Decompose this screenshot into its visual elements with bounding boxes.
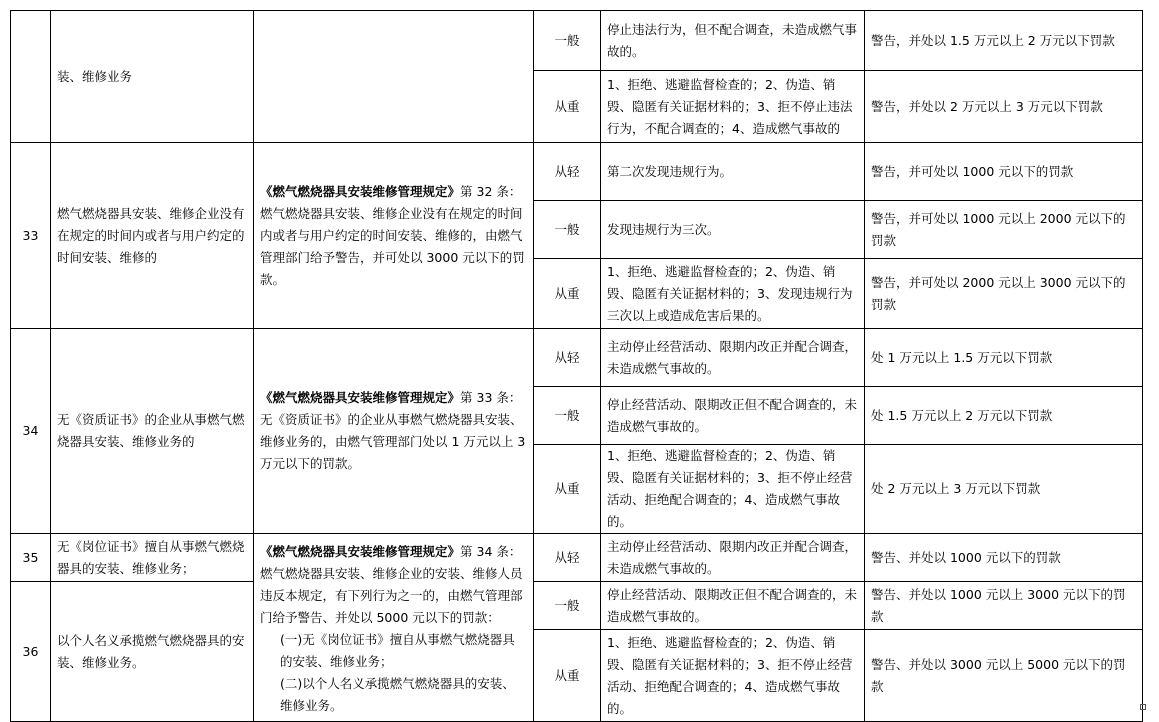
discretion-level: 一般 [534,11,601,71]
penalty-cell: 警告，并可处以 2000 元以上 3000 元以下的罚款 [865,259,1143,329]
article-item: (二)以个人名义承揽燃气燃烧器具的安装、维修业务。 [280,675,515,713]
discretion-level: 一般 [534,201,601,259]
discretion-level: 从重 [534,71,601,143]
table-row [11,329,1143,387]
penalty-cell: 处 1.5 万元以上 2 万元以下罚款 [865,387,1143,445]
circumstance-cell: 1、拒绝、逃避监督检查的；2、伪造、销毁、隐匿有关证据材料的；3、拒不停止经营活动、拒绝配合调查的；4、造成燃气事故的。 [601,630,865,722]
legal-basis-cell [254,11,534,143]
table-row [11,582,1143,630]
circumstance-cell: 停止违法行为，但不配合调查，未造成燃气事故的。 [601,11,865,71]
circumstance-cell: 1、拒绝、逃避监督检查的；2、伪造、销毁、隐匿有关证据材料的；3、拒不停止经营活动、拒绝配合调查的；4、造成燃气事故的。 [601,445,865,534]
item-number-cell: 35 [11,534,51,582]
article-number: 第 34 条： [460,543,522,559]
item-number-cell: 36 [11,582,51,722]
item-number-cell: 33 [11,143,51,329]
article-text: 无《资质证书》的企业从事燃气燃烧器具安装、维修业务的，由燃气管理部门处以 1 万元以上 3 万元以下的罚款。 [260,412,526,471]
violation-behavior-cell: 无《资质证书》的企业从事燃气燃烧器具安装、维修业务的 [51,329,254,534]
penalty-cell: 警告，并可处以 1000 元以下的罚款 [865,143,1143,201]
discretion-level: 从轻 [534,143,601,201]
circumstance-cell: 停止经营活动、限期改正但不配合调查的，未造成燃气事故的。 [601,387,865,445]
legal-basis-cell [254,143,534,329]
penalty-cell: 警告、并处以 1000 元以上 3000 元以下的罚款 [865,582,1143,630]
article-text: 燃气燃烧器具安装、维修企业的安装、维修人员违反本规定，有下列行为之一的，由燃气管理部门给予警告、并处以 5000 元以下的罚款： [260,565,523,625]
regulation-title: 《燃气燃烧器具安装维修管理规定》 [260,390,461,405]
legal-basis-cell [254,534,534,722]
item-number-cell [11,11,51,143]
table-row [11,534,1143,582]
legal-basis-cell [254,329,534,534]
regulation-title: 《燃气燃烧器具安装维修管理规定》 [260,183,461,199]
violation-behavior-cell: 以个人名义承揽燃气燃烧器具的安装、维修业务。 [51,582,254,722]
circumstance-cell: 1、拒绝、逃避监督检查的；2、伪造、销毁、隐匿有关证据材料的；3、发现违规行为三次以上或造成危害后果的。 [601,259,865,329]
circumstance-cell: 第二次发现违规行为。 [601,143,865,201]
article-text: 燃气燃烧器具安装、维修企业没有在规定的时间内或者与用户约定的时间安装、维修的，由燃气管理部门给予警告，并可处以 3000 元以下的罚款。 [260,205,525,287]
discretion-level: 从轻 [534,534,601,582]
item-number-cell: 34 [11,329,51,534]
penalty-cell: 警告，并可处以 1000 元以上 2000 元以下的罚款 [865,201,1143,259]
article-number: 第 32 条： [460,183,522,199]
circumstance-cell: 发现违规行为三次。 [601,201,865,259]
table-row [11,143,1143,201]
discretion-level: 一般 [534,582,601,630]
violation-behavior-cell: 燃气燃烧器具安装、维修企业没有在规定的时间内或者与用户约定的时间安装、维修的 [51,143,254,329]
table-row [11,11,1143,71]
discretion-level: 从轻 [534,329,601,387]
penalty-cell: 警告、并处以 1000 元以下的罚款 [865,534,1143,582]
discretion-level: 一般 [534,387,601,445]
penalty-table [10,10,1143,722]
discretion-level: 从重 [534,259,601,329]
circumstance-cell: 1、拒绝、逃避监督检查的；2、伪造、销毁、隐匿有关证据材料的；3、拒不停止违法行为，不配合调查的；4、造成燃气事故的 [601,71,865,143]
discretion-level: 从重 [534,445,601,534]
circumstance-cell: 主动停止经营活动、限期内改正并配合调查，未造成燃气事故的。 [601,534,865,582]
regulation-title: 《燃气燃烧器具安装维修管理规定》 [260,543,461,559]
violation-behavior-cell: 无《岗位证书》擅自从事燃气燃烧器具的安装、维修业务； [51,534,254,582]
discretion-level: 从重 [534,630,601,722]
penalty-cell: 处 1 万元以上 1.5 万元以下罚款 [865,329,1143,387]
page-corner-marker [1140,704,1146,710]
article-item: (一)无《岗位证书》擅自从事燃气燃烧器具的安装、维修业务； [280,631,515,669]
penalty-cell: 警告、并处以 3000 元以上 5000 元以下的罚款 [865,630,1143,722]
article-number: 第 33 条： [460,390,522,405]
penalty-cell: 处 2 万元以上 3 万元以下罚款 [865,445,1143,534]
violation-behavior-cell: 装、维修业务 [51,11,254,143]
circumstance-cell: 停止经营活动、限期改正但不配合调查的，未造成燃气事故的。 [601,582,865,630]
circumstance-cell: 主动停止经营活动、限期内改正并配合调查，未造成燃气事故的。 [601,329,865,387]
penalty-cell: 警告，并处以 1.5 万元以上 2 万元以下罚款 [865,11,1143,71]
penalty-cell: 警告，并处以 2 万元以上 3 万元以下罚款 [865,71,1143,143]
